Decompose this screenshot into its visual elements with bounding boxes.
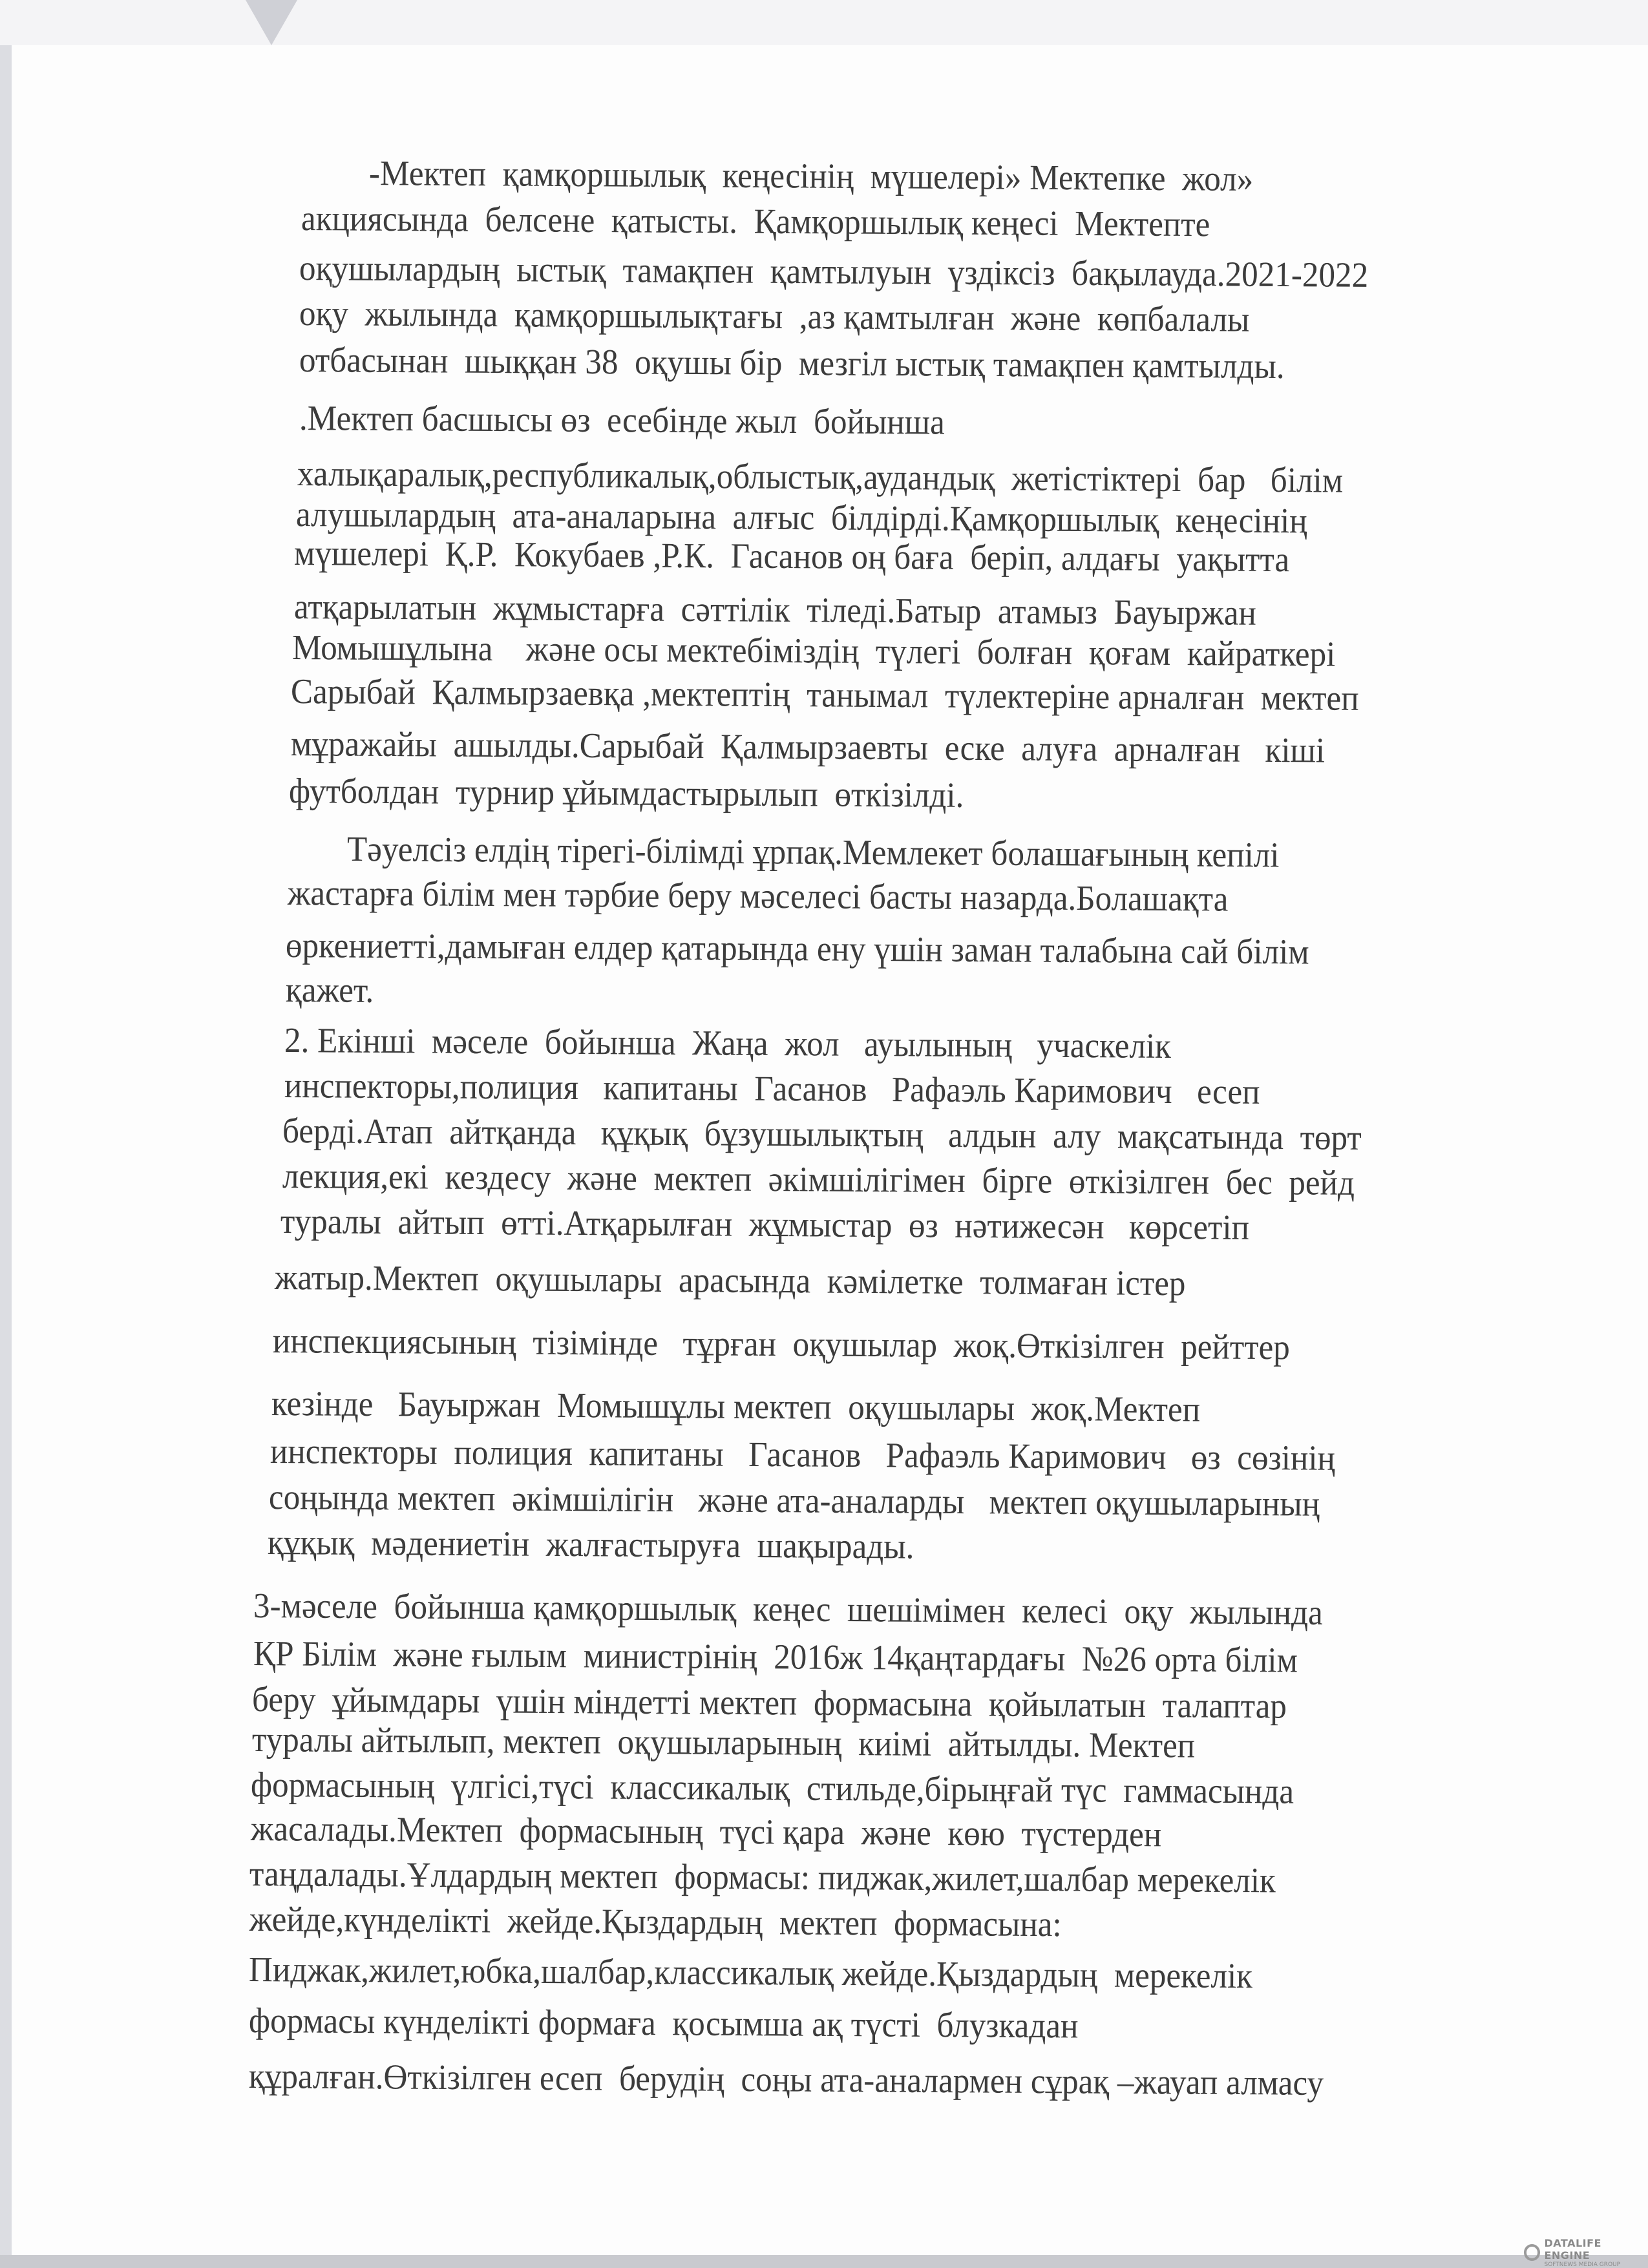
scan-fold-mark	[246, 0, 297, 45]
text-line: оқу жылында қамқоршылықтағы ,аз қамтылған және көпбалалы	[299, 293, 1250, 339]
text-line: 2. Екінші мәселе бойынша Жаңа жол ауылының учаскелік	[284, 1020, 1172, 1066]
text-line: соңында мектеп әкімшілігін және ата-аналарды мектеп оқушыларының	[268, 1477, 1320, 1524]
watermark-subtitle: SOFTNEWS MEDIA GROUP	[1544, 2262, 1621, 2268]
text-line: мүшелері Қ.Р. Кокубаев ,Р.К. Гасанов оң баға беріп, алдағы уақытта	[293, 533, 1290, 580]
text-line: берді.Атап айтқанда құқық бұзушылықтың алдын алу мақсатында төрт	[282, 1111, 1362, 1157]
text-line: кезінде Бауыржан Момышұлы мектеп оқушылары жоқ.Мектеп	[271, 1383, 1201, 1429]
text-line: беру ұйымдары үшін міндетті мектеп формасына қойылатын талаптар	[251, 1679, 1287, 1726]
watermark-title: DATALIFE ENGINE	[1544, 2237, 1601, 2262]
text-line: жасалады.Мектеп формасының түсі қара және көю түстерден	[250, 1809, 1162, 1854]
watermark	[1524, 2237, 1648, 2268]
text-line: Сарыбай Қалмырзаевқа ,мектептің танымал түлектеріне арналған мектеп	[290, 671, 1359, 718]
scan-bottom-edge	[0, 2255, 1648, 2268]
text-line: инспекторы,полиция капитаны Гасанов Рафаэль Каримович есеп	[284, 1066, 1260, 1111]
text-line: алушылардың ата-аналарына алғыс білдірді.Қамқоршылық кеңесінің	[295, 494, 1307, 541]
text-line: мұражайы ашылды.Сарыбай Қалмырзаевты еске алуға арналған кіші	[290, 724, 1326, 770]
text-line: жастарға білім мен тәрбие беру мәселесі басты назарда.Болашақта	[287, 873, 1229, 919]
text-line: .Мектеп басшысы өз есебінде жыл бойынша	[299, 398, 945, 442]
text-line: жатыр.Мектеп оқушылары арасында кәмілетке толмаған істер	[274, 1257, 1186, 1303]
text-line: туралы айтылып, мектеп оқушыларының киімі айтылды. Мектеп	[251, 1719, 1196, 1765]
text-line: отбасынан шыққан 38 оқушы бір мезгіл ыстық тамақпен қамтылды.	[299, 340, 1285, 386]
text-line: Тәуелсіз елдің тірегі-білімді ұрпақ.Мемлекет болашағының кепілі	[346, 829, 1280, 875]
text-line: туралы айтып өтті.Атқарылған жұмыстар өз нәтижесән көрсетіп	[280, 1201, 1250, 1247]
text-line: футболдан турнир ұйымдастырылып өткізілді.	[288, 771, 964, 815]
text-line: өркениетті,дамыған елдер қатарында ену үшін заман талабына сай білім	[285, 925, 1309, 972]
text-line: инспекциясының тізімінде тұрған оқушылар жоқ.Өткізілген рейттер	[272, 1321, 1291, 1367]
text-line: формасының үлгісі,түсі классикалық стильде,бірыңғай түс гаммасында	[250, 1765, 1294, 1811]
text-line: ҚР Білім және ғылым министрінің 2016ж 14қаңтардағы №26 орта білім	[253, 1633, 1298, 1680]
text-line: Момышұлына және осы мектебіміздің түлегі болған қоғам кайраткері	[291, 627, 1336, 674]
datalife-logo-icon	[1524, 2244, 1540, 2261]
text-line: қажет.	[285, 970, 374, 1010]
text-line: оқушылардың ыстық тамақпен қамтылуын үздіксіз бақылауда.2021-2022	[299, 248, 1369, 295]
text-line: акциясында белсене қатысты. Қамқоршылық кеңесі Мектепте	[301, 198, 1210, 244]
text-line: Пиджак,жилет,юбка,шалбар,классикалық жейде.Қыздардың мерекелік	[248, 1949, 1253, 1996]
text-line: 3-мәселе бойынша қамқоршылық кеңес шешімімен келесі оқу жылында	[253, 1586, 1323, 1632]
text-line: -Мектеп қамқоршылық кеңесінің мүшелері» Мектепке жол»	[368, 153, 1254, 198]
text-line: лекция,екі кездесу және мектеп әкімшілігімен бірге өткізілген бес рейд	[282, 1156, 1355, 1202]
text-line: құралған.Өткізілген есеп берудің соңы ата-аналармен сұрақ –жауап алмасу	[248, 2056, 1324, 2103]
text-line: халықаралық,республикалық,облыстық,аудандық жетістіктері бар білім	[297, 454, 1344, 500]
text-line: жейде,күнделікті жейде.Қыздардың мектеп формасына:	[249, 1899, 1062, 1944]
text-line: таңдалады.Ұлдардың мектеп формасы: пиджак,жилет,шалбар мерекелік	[249, 1854, 1276, 1900]
text-line: инспекторы полиция капитаны Гасанов Рафаэль Каримович өз сөзінің	[269, 1431, 1336, 1478]
text-line: құқық мәдениетін жалғастыруға шақырады.	[267, 1522, 914, 1566]
text-line: формасы күнделікті формаға қосымша ақ түсті блузкадан	[248, 2000, 1079, 2046]
text-line: атқарылатын жұмыстарға сәттілік тіледі.Батыр атамыз Бауыржан	[293, 587, 1257, 633]
